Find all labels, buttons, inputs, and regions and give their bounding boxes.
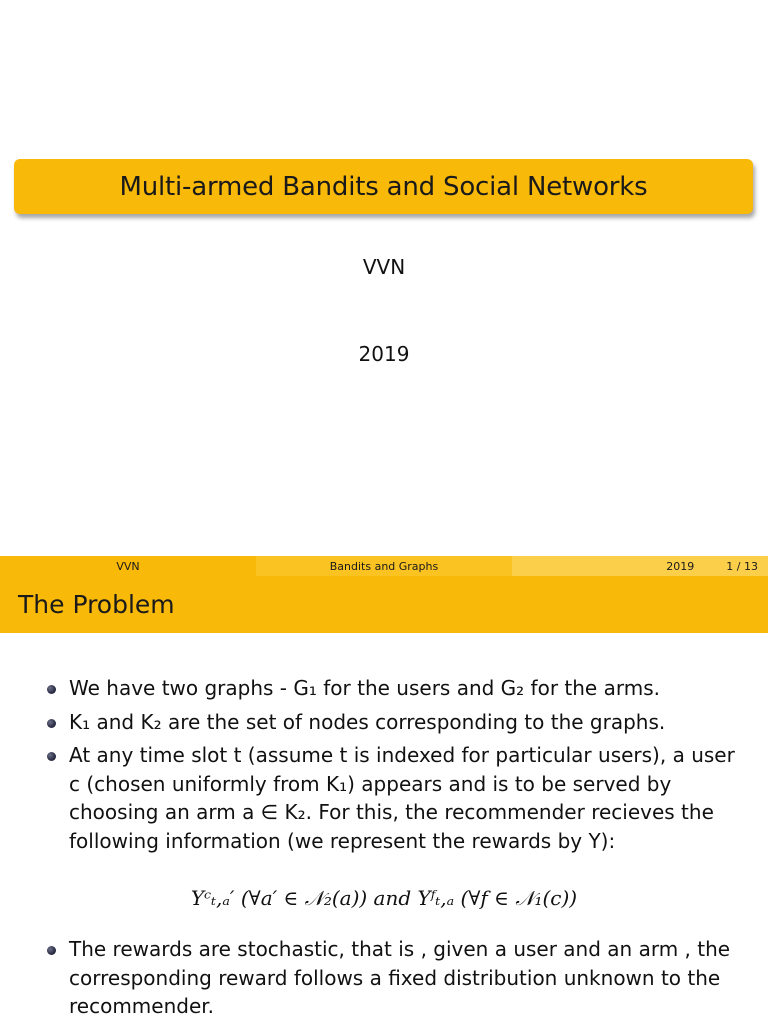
bullet-icon	[47, 685, 56, 694]
bullet-text: At any time slot t (assume t is indexed for particular users), a user c (chosen uniformly from K₁) appears and is to be served by choosing an arm a ∈ K₂. For this, the recommender recieves the following information (we represent the rewards by Y):	[69, 743, 735, 853]
bullet-list-continued	[0, 935, 768, 1024]
footer-page-number: 1 / 13	[726, 559, 758, 573]
bullet-item	[0, 674, 768, 703]
bullet-text: K₁ and K₂ are the set of nodes corresponding to the graphs.	[69, 709, 666, 734]
footer-short-title: Bandits and Graphs	[329, 559, 439, 573]
footer-author-segment	[0, 556, 256, 576]
bullet-text: We have two graphs - G₁ for the users and G₂ for the arms.	[69, 676, 660, 700]
presentation-date: 2019	[358, 342, 410, 366]
footer-title-segment	[256, 556, 512, 576]
bullet-icon	[47, 946, 56, 955]
bullet-item	[0, 741, 768, 855]
bullet-icon	[47, 752, 56, 761]
frame-title-bar	[0, 576, 768, 633]
bullet-item	[0, 935, 768, 1021]
title-box	[14, 159, 753, 214]
presentation-title: Multi-armed Bandits and Social Networks	[119, 171, 648, 202]
bullet-text: The rewards are stochastic, that is , given a user and an arm , the corresponding reward follows a fixed distribution unknown to the recommender.	[69, 937, 731, 1018]
frame-title: The Problem	[18, 590, 175, 619]
reward-equation: Yᶜₜ,ₐ′ (∀a′ ∈ 𝒩₂(a)) and Yᶠₜ,ₐ (∀f ∈ 𝒩₁(c))	[190, 886, 578, 910]
footer-author: VVN	[116, 559, 140, 573]
footer-date: 2019	[666, 559, 695, 573]
bullet-list	[0, 674, 768, 860]
bullet-icon	[47, 719, 56, 728]
author-name: VVN	[362, 255, 406, 279]
footer-date-segment	[512, 556, 768, 576]
footer-bar	[0, 556, 768, 576]
bullet-item	[0, 708, 768, 737]
